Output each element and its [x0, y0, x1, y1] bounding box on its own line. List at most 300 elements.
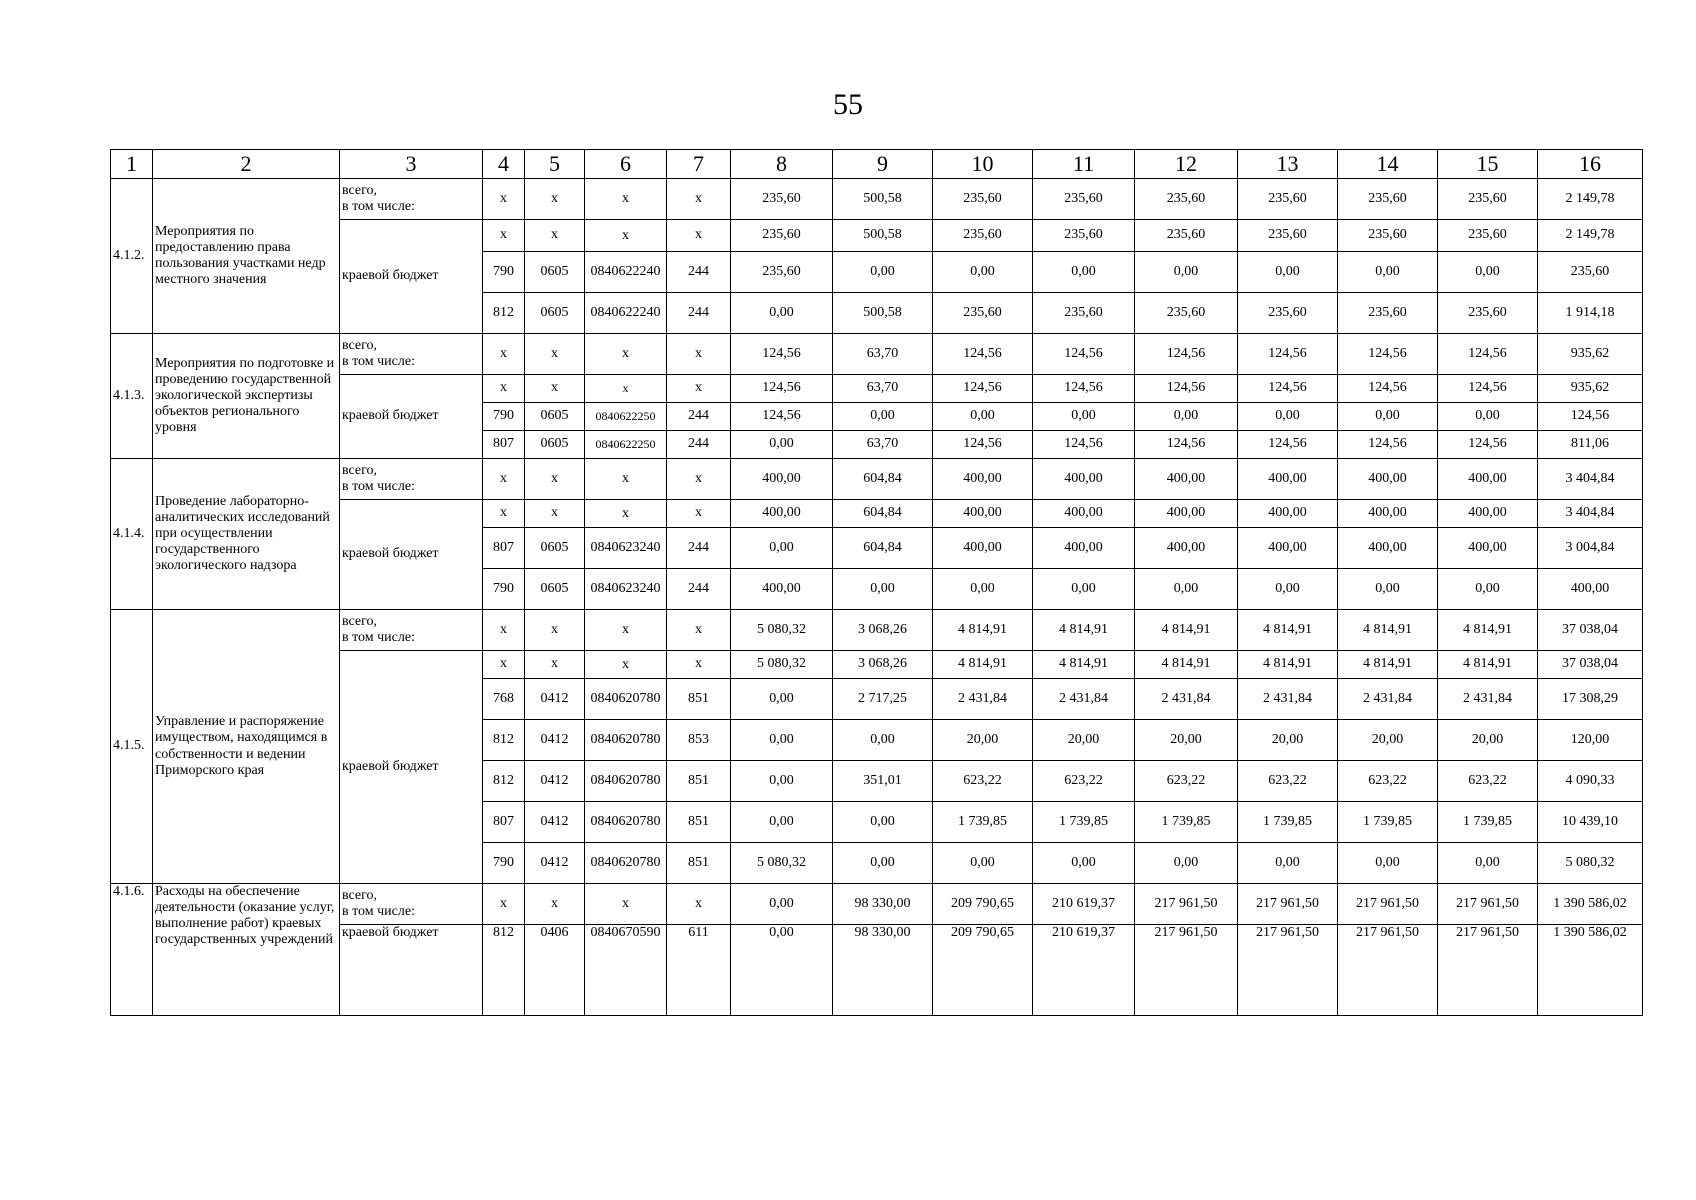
- value-cell: 0,00: [833, 569, 933, 610]
- x-cell: x: [585, 884, 667, 925]
- value-cell: 0,00: [1033, 252, 1135, 293]
- value-cell: 235,60: [933, 179, 1033, 220]
- value-cell: 2 149,78: [1538, 220, 1643, 252]
- value-cell: 4 814,91: [1338, 651, 1438, 679]
- value-cell: 235,60: [1238, 220, 1338, 252]
- value-cell: 235,60: [731, 252, 833, 293]
- value-cell: 0,00: [1033, 843, 1135, 884]
- value-cell: 0,00: [731, 761, 833, 802]
- expense-type-code: 244: [667, 569, 731, 610]
- value-cell: 124,56: [731, 375, 833, 403]
- source-regional-label: краевой бюджет: [340, 375, 483, 459]
- value-cell: 124,56: [1033, 431, 1135, 459]
- ministry-code: x: [483, 651, 525, 679]
- value-cell: 0,00: [731, 431, 833, 459]
- value-cell: 235,60: [933, 220, 1033, 252]
- value-cell: 400,00: [1135, 528, 1238, 569]
- value-cell: 235,60: [731, 179, 833, 220]
- value-cell: 0,00: [1338, 403, 1438, 431]
- value-cell: 1 390 586,02: [1538, 884, 1643, 925]
- value-cell: 210 619,37: [1033, 884, 1135, 925]
- target-code: 0840620780: [585, 720, 667, 761]
- page-number: 55: [833, 88, 863, 121]
- value-cell: 98 330,00: [833, 925, 933, 1016]
- value-cell: 3 068,26: [833, 610, 933, 651]
- ministry-code: x: [483, 220, 525, 252]
- value-cell: 235,60: [933, 293, 1033, 334]
- value-cell: 210 619,37: [1033, 925, 1135, 1016]
- value-cell: 124,56: [1238, 334, 1338, 375]
- source-total-label: всего, в том числе:: [340, 459, 483, 500]
- value-cell: 2 431,84: [1338, 679, 1438, 720]
- value-cell: 3 404,84: [1538, 459, 1643, 500]
- value-cell: 0,00: [933, 403, 1033, 431]
- value-cell: 623,22: [1438, 761, 1538, 802]
- value-cell: 124,56: [1033, 334, 1135, 375]
- value-cell: 400,00: [1338, 528, 1438, 569]
- value-cell: 0,00: [1238, 252, 1338, 293]
- source-total-label: всего, в том числе:: [340, 179, 483, 220]
- table-row: [111, 610, 1643, 651]
- value-cell: 0,00: [731, 884, 833, 925]
- value-cell: 2 431,84: [1033, 679, 1135, 720]
- expense-type-code: 244: [667, 252, 731, 293]
- value-cell: 20,00: [1135, 720, 1238, 761]
- header-cell: 7: [667, 150, 731, 179]
- x-cell: x: [667, 884, 731, 925]
- value-cell: 811,06: [1538, 431, 1643, 459]
- value-cell: 0,00: [1238, 569, 1338, 610]
- source-regional-label: краевой бюджет: [340, 925, 483, 1016]
- section-code: x: [525, 651, 585, 679]
- value-cell: 400,00: [933, 459, 1033, 500]
- value-cell: 124,56: [731, 403, 833, 431]
- value-cell: 124,56: [1238, 375, 1338, 403]
- expense-type-code: 244: [667, 431, 731, 459]
- x-cell: x: [483, 179, 525, 220]
- x-cell: x: [585, 610, 667, 651]
- value-cell: 1 739,85: [1238, 802, 1338, 843]
- source-regional-label: краевой бюджет: [340, 220, 483, 334]
- item-name: Мероприятия по предоставлению права пользования участками недр местного значения: [153, 179, 340, 334]
- header-cell: 9: [833, 150, 933, 179]
- ministry-code: 812: [483, 720, 525, 761]
- table-row: [111, 884, 1643, 925]
- value-cell: 400,00: [1033, 459, 1135, 500]
- value-cell: 5 080,32: [731, 610, 833, 651]
- item-number: 4.1.6.: [111, 884, 153, 1016]
- value-cell: 400,00: [1438, 459, 1538, 500]
- target-code: x: [585, 220, 667, 252]
- target-code: x: [585, 500, 667, 528]
- target-code: 0840620780: [585, 802, 667, 843]
- x-cell: x: [585, 179, 667, 220]
- value-cell: 235,60: [1338, 220, 1438, 252]
- value-cell: 235,60: [1238, 179, 1338, 220]
- value-cell: 124,56: [933, 431, 1033, 459]
- expense-type-code: x: [667, 500, 731, 528]
- ministry-code: 812: [483, 761, 525, 802]
- ministry-code: 790: [483, 403, 525, 431]
- header-cell: 12: [1135, 150, 1238, 179]
- source-regional-label: краевой бюджет: [340, 651, 483, 884]
- value-cell: 2 717,25: [833, 679, 933, 720]
- value-cell: 217 961,50: [1238, 925, 1338, 1016]
- value-cell: 2 431,84: [1438, 679, 1538, 720]
- source-total-label: всего, в том числе:: [340, 884, 483, 925]
- value-cell: 1 739,85: [933, 802, 1033, 843]
- value-cell: 3 004,84: [1538, 528, 1643, 569]
- x-cell: x: [483, 884, 525, 925]
- value-cell: 1 739,85: [1135, 802, 1238, 843]
- value-cell: 2 431,84: [1238, 679, 1338, 720]
- value-cell: 235,60: [1135, 293, 1238, 334]
- value-cell: 3 404,84: [1538, 500, 1643, 528]
- value-cell: 2 149,78: [1538, 179, 1643, 220]
- value-cell: 217 961,50: [1338, 925, 1438, 1016]
- value-cell: 0,00: [1438, 252, 1538, 293]
- value-cell: 0,00: [731, 925, 833, 1016]
- value-cell: 235,60: [1033, 179, 1135, 220]
- x-cell: x: [585, 459, 667, 500]
- expense-type-code: x: [667, 651, 731, 679]
- value-cell: 400,00: [1033, 528, 1135, 569]
- value-cell: 1 739,85: [1033, 802, 1135, 843]
- value-cell: 124,56: [933, 375, 1033, 403]
- value-cell: 1 390 586,02: [1538, 925, 1643, 1016]
- item-number: 4.1.4.: [111, 459, 153, 610]
- value-cell: 124,56: [1438, 375, 1538, 403]
- table-row: [111, 220, 1643, 252]
- value-cell: 5 080,32: [731, 843, 833, 884]
- value-cell: 400,00: [1135, 459, 1238, 500]
- value-cell: 0,00: [1438, 569, 1538, 610]
- header-cell: 3: [340, 150, 483, 179]
- ministry-code: x: [483, 375, 525, 403]
- ministry-code: 790: [483, 252, 525, 293]
- value-cell: 1 739,85: [1438, 802, 1538, 843]
- value-cell: 400,00: [1438, 528, 1538, 569]
- value-cell: 400,00: [1338, 500, 1438, 528]
- header-cell: 2: [153, 150, 340, 179]
- x-cell: x: [525, 334, 585, 375]
- value-cell: 400,00: [1238, 528, 1338, 569]
- value-cell: 400,00: [731, 459, 833, 500]
- value-cell: 124,56: [1538, 403, 1643, 431]
- value-cell: 209 790,65: [933, 884, 1033, 925]
- value-cell: 217 961,50: [1438, 925, 1538, 1016]
- value-cell: 124,56: [1135, 334, 1238, 375]
- value-cell: 217 961,50: [1338, 884, 1438, 925]
- value-cell: 0,00: [833, 843, 933, 884]
- value-cell: 235,60: [1338, 179, 1438, 220]
- section-code: 0605: [525, 252, 585, 293]
- value-cell: 623,22: [933, 761, 1033, 802]
- value-cell: 124,56: [1338, 375, 1438, 403]
- value-cell: 623,22: [1238, 761, 1338, 802]
- ministry-code: 768: [483, 679, 525, 720]
- target-code: 0840622250: [585, 403, 667, 431]
- value-cell: 63,70: [833, 431, 933, 459]
- value-cell: 4 814,91: [1135, 651, 1238, 679]
- value-cell: 235,60: [1438, 293, 1538, 334]
- value-cell: 4 814,91: [1438, 651, 1538, 679]
- value-cell: 217 961,50: [1135, 884, 1238, 925]
- value-cell: 0,00: [1033, 403, 1135, 431]
- x-cell: x: [667, 334, 731, 375]
- section-code: 0605: [525, 569, 585, 610]
- value-cell: 400,00: [731, 500, 833, 528]
- table-row: [111, 179, 1643, 220]
- value-cell: 124,56: [1338, 431, 1438, 459]
- x-cell: x: [525, 179, 585, 220]
- item-number: 4.1.3.: [111, 334, 153, 459]
- x-cell: x: [483, 610, 525, 651]
- value-cell: 0,00: [933, 843, 1033, 884]
- value-cell: 217 961,50: [1238, 884, 1338, 925]
- expense-type-code: 851: [667, 679, 731, 720]
- value-cell: 0,00: [933, 252, 1033, 293]
- ministry-code: 790: [483, 569, 525, 610]
- value-cell: 0,00: [1438, 843, 1538, 884]
- value-cell: 98 330,00: [833, 884, 933, 925]
- ministry-code: 812: [483, 925, 525, 1016]
- value-cell: 235,60: [1135, 220, 1238, 252]
- value-cell: 4 814,91: [1438, 610, 1538, 651]
- value-cell: 0,00: [1135, 252, 1238, 293]
- table-row: [111, 500, 1643, 528]
- budget-table: [110, 149, 1643, 1016]
- value-cell: 209 790,65: [933, 925, 1033, 1016]
- value-cell: 5 080,32: [1538, 843, 1643, 884]
- value-cell: 1 914,18: [1538, 293, 1643, 334]
- value-cell: 124,56: [731, 334, 833, 375]
- expense-type-code: 851: [667, 843, 731, 884]
- target-code: x: [585, 375, 667, 403]
- header-cell: 4: [483, 150, 525, 179]
- value-cell: 235,60: [731, 220, 833, 252]
- value-cell: 0,00: [731, 528, 833, 569]
- value-cell: 3 068,26: [833, 651, 933, 679]
- value-cell: 351,01: [833, 761, 933, 802]
- value-cell: 17 308,29: [1538, 679, 1643, 720]
- target-code: 0840620780: [585, 843, 667, 884]
- value-cell: 4 814,91: [1338, 610, 1438, 651]
- value-cell: 0,00: [833, 403, 933, 431]
- header-cell: 13: [1238, 150, 1338, 179]
- x-cell: x: [667, 459, 731, 500]
- section-code: 0412: [525, 761, 585, 802]
- value-cell: 604,84: [833, 459, 933, 500]
- value-cell: 4 814,91: [1033, 651, 1135, 679]
- target-code: 0840622250: [585, 431, 667, 459]
- header-cell: 8: [731, 150, 833, 179]
- header-cell: 6: [585, 150, 667, 179]
- header-row: [111, 150, 1643, 179]
- table-row: [111, 334, 1643, 375]
- value-cell: 0,00: [1438, 403, 1538, 431]
- value-cell: 0,00: [1135, 843, 1238, 884]
- item-name: Мероприятия по подготовке и проведению государственной экологической экспертизы объектов регионального уровня: [153, 334, 340, 459]
- value-cell: 400,00: [1033, 500, 1135, 528]
- source-total-label: всего, в том числе:: [340, 610, 483, 651]
- value-cell: 400,00: [1438, 500, 1538, 528]
- value-cell: 0,00: [731, 720, 833, 761]
- item-number: 4.1.2.: [111, 179, 153, 334]
- target-code: 0840620780: [585, 679, 667, 720]
- value-cell: 4 814,91: [1135, 610, 1238, 651]
- x-cell: x: [525, 884, 585, 925]
- value-cell: 1 739,85: [1338, 802, 1438, 843]
- expense-type-code: 244: [667, 528, 731, 569]
- value-cell: 400,00: [1238, 459, 1338, 500]
- table-row: [111, 651, 1643, 679]
- header-cell: 1: [111, 150, 153, 179]
- value-cell: 235,60: [1033, 293, 1135, 334]
- value-cell: 235,60: [1438, 179, 1538, 220]
- value-cell: 37 038,04: [1538, 651, 1643, 679]
- source-regional-label: краевой бюджет: [340, 500, 483, 610]
- x-cell: x: [667, 610, 731, 651]
- table-row: [111, 925, 1643, 1016]
- header-cell: 16: [1538, 150, 1643, 179]
- expense-type-code: 244: [667, 403, 731, 431]
- value-cell: 0,00: [1033, 569, 1135, 610]
- target-code: x: [585, 651, 667, 679]
- section-code: 0406: [525, 925, 585, 1016]
- ministry-code: 812: [483, 293, 525, 334]
- value-cell: 124,56: [1135, 431, 1238, 459]
- item-name: Проведение лабораторно-аналитических исследований при осуществлении государственного экологического надзора: [153, 459, 340, 610]
- target-code: 0840620780: [585, 761, 667, 802]
- value-cell: 0,00: [1338, 252, 1438, 293]
- header-cell: 5: [525, 150, 585, 179]
- value-cell: 5 080,32: [731, 651, 833, 679]
- value-cell: 124,56: [1438, 334, 1538, 375]
- expense-type-code: 853: [667, 720, 731, 761]
- value-cell: 400,00: [1538, 569, 1643, 610]
- header-cell: 15: [1438, 150, 1538, 179]
- value-cell: 20,00: [933, 720, 1033, 761]
- x-cell: x: [525, 610, 585, 651]
- value-cell: 120,00: [1538, 720, 1643, 761]
- header-cell: 14: [1338, 150, 1438, 179]
- x-cell: x: [525, 459, 585, 500]
- value-cell: 400,00: [1338, 459, 1438, 500]
- section-code: x: [525, 500, 585, 528]
- value-cell: 0,00: [1238, 843, 1338, 884]
- section-code: x: [525, 375, 585, 403]
- table-row: [111, 375, 1643, 403]
- expense-type-code: x: [667, 375, 731, 403]
- value-cell: 217 961,50: [1135, 925, 1238, 1016]
- section-code: 0605: [525, 528, 585, 569]
- value-cell: 0,00: [1338, 843, 1438, 884]
- value-cell: 500,58: [833, 293, 933, 334]
- section-code: 0412: [525, 843, 585, 884]
- table-row: [111, 459, 1643, 500]
- expense-type-code: 611: [667, 925, 731, 1016]
- value-cell: 400,00: [1135, 500, 1238, 528]
- value-cell: 235,60: [1438, 220, 1538, 252]
- target-code: 0840623240: [585, 569, 667, 610]
- header-cell: 10: [933, 150, 1033, 179]
- target-code: 0840622240: [585, 252, 667, 293]
- value-cell: 4 814,91: [933, 610, 1033, 651]
- section-code: 0412: [525, 720, 585, 761]
- value-cell: 0,00: [1135, 569, 1238, 610]
- value-cell: 124,56: [933, 334, 1033, 375]
- value-cell: 4 814,91: [1238, 651, 1338, 679]
- value-cell: 235,60: [1033, 220, 1135, 252]
- item-name: Управление и распоряжение имуществом, находящимся в собственности и ведении Приморского края: [153, 610, 340, 884]
- value-cell: 124,56: [1238, 431, 1338, 459]
- value-cell: 235,60: [1238, 293, 1338, 334]
- section-code: 0412: [525, 679, 585, 720]
- value-cell: 623,22: [1033, 761, 1135, 802]
- value-cell: 20,00: [1033, 720, 1135, 761]
- expense-type-code: 244: [667, 293, 731, 334]
- value-cell: 935,62: [1538, 375, 1643, 403]
- value-cell: 935,62: [1538, 334, 1643, 375]
- value-cell: 604,84: [833, 528, 933, 569]
- value-cell: 63,70: [833, 375, 933, 403]
- expense-type-code: 851: [667, 761, 731, 802]
- value-cell: 10 439,10: [1538, 802, 1643, 843]
- value-cell: 63,70: [833, 334, 933, 375]
- value-cell: 20,00: [1238, 720, 1338, 761]
- ministry-code: 807: [483, 528, 525, 569]
- item-name: Расходы на обеспечение деятельности (оказание услуг, выполнение работ) краевых государственных учреждений: [153, 884, 340, 1016]
- value-cell: 0,00: [1238, 403, 1338, 431]
- x-cell: x: [483, 459, 525, 500]
- target-code: 0840622240: [585, 293, 667, 334]
- value-cell: 500,58: [833, 179, 933, 220]
- value-cell: 37 038,04: [1538, 610, 1643, 651]
- value-cell: 4 814,91: [933, 651, 1033, 679]
- value-cell: 0,00: [833, 252, 933, 293]
- value-cell: 623,22: [1135, 761, 1238, 802]
- value-cell: 235,60: [1538, 252, 1643, 293]
- value-cell: 0,00: [731, 802, 833, 843]
- value-cell: 604,84: [833, 500, 933, 528]
- value-cell: 4 814,91: [1033, 610, 1135, 651]
- value-cell: 623,22: [1338, 761, 1438, 802]
- value-cell: 20,00: [1338, 720, 1438, 761]
- value-cell: 217 961,50: [1438, 884, 1538, 925]
- value-cell: 2 431,84: [1135, 679, 1238, 720]
- value-cell: 400,00: [933, 500, 1033, 528]
- value-cell: 400,00: [933, 528, 1033, 569]
- section-code: x: [525, 220, 585, 252]
- section-code: 0605: [525, 431, 585, 459]
- value-cell: 20,00: [1438, 720, 1538, 761]
- x-cell: x: [667, 179, 731, 220]
- section-code: 0412: [525, 802, 585, 843]
- target-code: 0840670590: [585, 925, 667, 1016]
- section-code: 0605: [525, 293, 585, 334]
- value-cell: 400,00: [731, 569, 833, 610]
- value-cell: 124,56: [1135, 375, 1238, 403]
- ministry-code: 807: [483, 431, 525, 459]
- value-cell: 4 814,91: [1238, 610, 1338, 651]
- value-cell: 235,60: [1135, 179, 1238, 220]
- value-cell: 0,00: [731, 293, 833, 334]
- value-cell: 0,00: [833, 802, 933, 843]
- value-cell: 4 090,33: [1538, 761, 1643, 802]
- value-cell: 0,00: [933, 569, 1033, 610]
- value-cell: 0,00: [1135, 403, 1238, 431]
